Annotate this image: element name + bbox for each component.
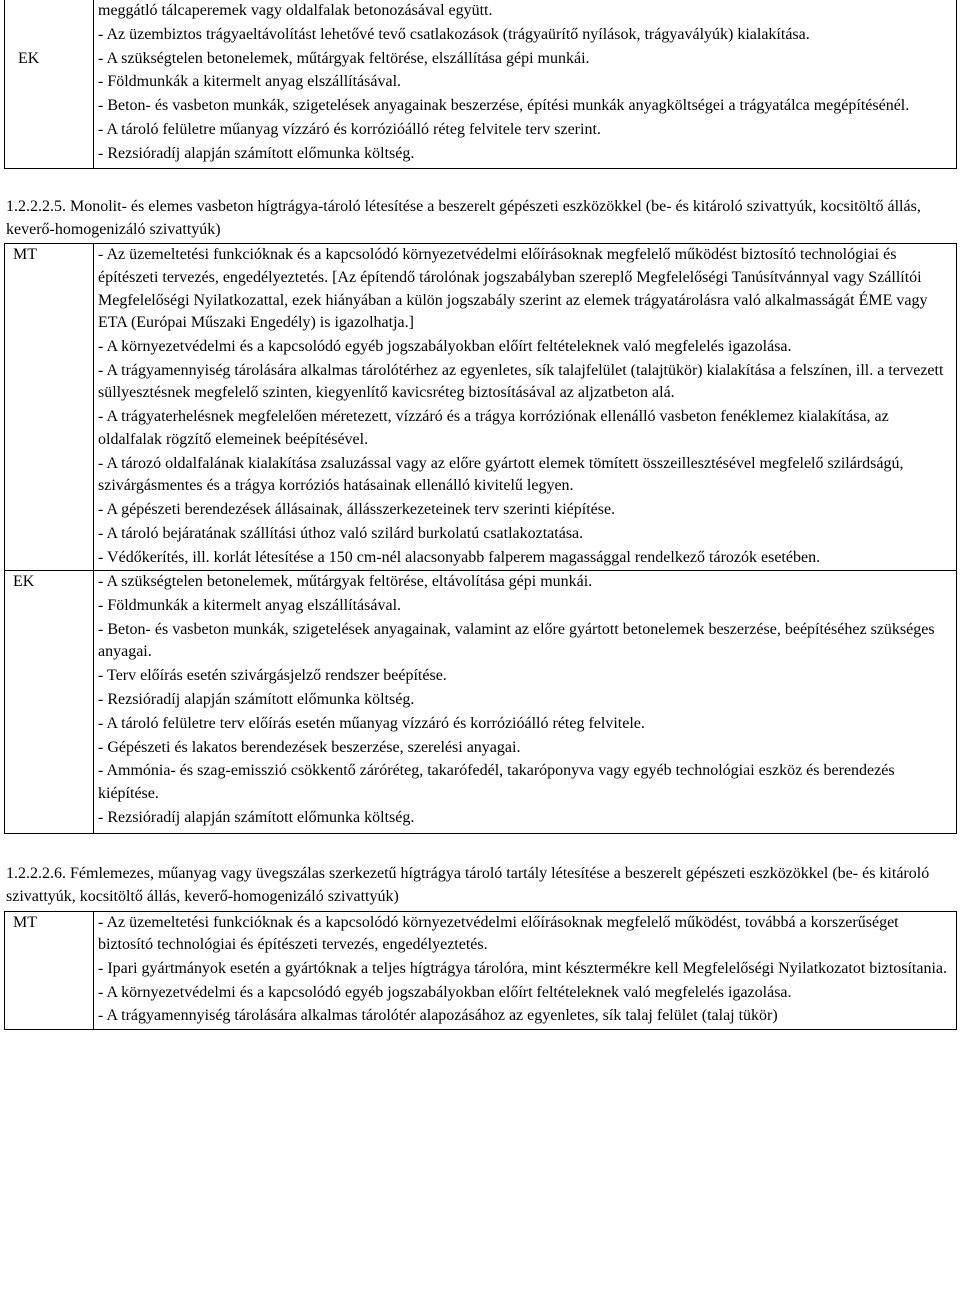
row-label-ek-wrap	[18, 48, 952, 71]
section-heading: 1.2.2.2.5. Monolit- és elemes vasbeton hígtrágya-tároló létesítése a beszerelt gépészeti eszközökkel (be- és kitároló szivattyúk, kocsitöltő állás, keverő-homogenizáló szivattyúk)	[6, 198, 921, 238]
list-item: - Az üzemeltetési funkcióknak és a kapcsolódó környezetvédelmi előírásoknak megfelelő működést biztosító technológiai és építészeti tervezés, engedélyeztetés. [Az építendő tárolónak jogszabályban szereplő Megfelelőségi Tanúsítvánnyal vagy Szállítói Megfelelőségi Nyilatkozattal, ezek hiányában a külön jogszabály szerint az elemek trágyatárolásra való alkalmasságát ÉME vagy ETA (Európai Műszaki Engedély) is igazolhatja.]	[98, 246, 928, 332]
table-row	[5, 571, 957, 834]
list-item: - A gépészeti berendezések állásainak, állásszerkezeteinek terv szerinti kiépítése.	[98, 500, 616, 518]
list-item: - Ammónia- és szag-emisszió csökkentő záróréteg, takarófedél, takaróponyva vagy egyéb technológiai eszköz és berendezés kiépítése.	[98, 762, 895, 802]
list-item: - A tározó oldalfalának kialakítása zsaluzással vagy az előre gyártott elemek tömített összeillesztésével megfelelő szilárdságú, szivárgásmentes és a trágya korróziós hatásainak ellenálló kivitelű legyen.	[98, 454, 904, 495]
section-spacer	[0, 834, 960, 863]
list-item: - Terv előírás esetén szivárgásjelző rendszer beépítése.	[98, 667, 447, 685]
list-item: - Az üzemeltetési funkcióknak és a kapcsolódó környezetvédelmi előírásoknak megfelelő működést, továbbá a korszerűséget biztosító technológiai és építészeti tervezés, engedélyeztetés.	[98, 913, 899, 954]
row-label: MT	[5, 911, 94, 1030]
list-item: - Rezsióradíj alapján számított előmunka költség.	[98, 144, 415, 162]
list-item: - Gépészeti és lakatos berendezések beszerzése, szerelési anyagai.	[98, 738, 521, 756]
list-item: - Ipari gyártmányok esetén a gyártóknak a teljes hígtrágya tárolóra, mint késztermékre kell Megfelelőségi Nyilatkozatot biztosítania.	[98, 959, 948, 977]
table-row	[5, 0, 957, 169]
list-item: meggátló tálcaperemek vagy oldalfalak betonozásával együtt.	[98, 2, 493, 19]
list-item: - Beton- és vasbeton munkák, szigetelések anyagainak, valamint az előre gyártott betonelemek beszerzése, beépítéséhez szükséges anyagai.	[98, 620, 935, 661]
list-item: - A trágyamennyiség tárolására alkalmas tárolótér alapozásához az egyenletes, sík talaj felület (talaj tükör)	[98, 1007, 778, 1025]
list-item: - A tároló felületre terv előírás esetén műanyag vízzáró és korrózióálló réteg felvitele.	[98, 714, 645, 732]
row-content	[18, 0, 957, 169]
list-item: - A tároló felületre műanyag vízzáró és korrózióálló réteg felvitele terv szerint.	[98, 120, 601, 138]
list-item: - A tároló bejáratának szállítási úthoz való szilárd burkolatú csatlakoztatása.	[98, 524, 584, 542]
requirements-table-top	[4, 0, 957, 169]
requirements-table-6	[4, 911, 957, 1031]
list-item: - Földmunkák a kitermelt anyag elszállításával.	[98, 73, 402, 91]
row-label: EK	[18, 49, 40, 67]
row-content	[94, 571, 957, 834]
row-content	[94, 244, 957, 571]
list-item: - A trágyamennyiség tárolására alkalmas tárolótérhez az egyenletes, sík talajfelület (talajtükör) kialakítása a felszínen, ill. a tervezett süllyesztésnek megfelelő szinten, kiegyenlítő kavicsréteg biztosításával az aljzatbeton alá.	[98, 361, 944, 402]
requirements-table-5	[4, 243, 957, 834]
table-row	[5, 911, 957, 1030]
row-label: MT	[5, 244, 94, 571]
list-item: - A szükségtelen betonelemek, műtárgyak feltörése, eltávolítása gépi munkái.	[98, 573, 593, 591]
row-label	[5, 0, 94, 169]
list-item: - Rezsióradíj alapján számított előmunka költség.	[98, 808, 415, 826]
table-row	[5, 244, 957, 571]
list-item: - Földmunkák a kitermelt anyag elszállításával.	[98, 597, 402, 615]
list-item: - Az üzembiztos trágyaeltávolítást lehetővé tevő csatlakozások (trágyaürítő nyílások, trágyavályúk) kialakítása.	[98, 25, 810, 43]
list-item: - Beton- és vasbeton munkák, szigetelések anyagainak beszerzése, építési munkák anyagköltségei a trágyatálca megépítésénél.	[98, 97, 910, 115]
list-item: - Védőkerítés, ill. korlát létesítése a 150 cm-nél alacsonyabb falperem magassággal rendelkező tározók esetében.	[98, 548, 821, 566]
row-label: EK	[5, 571, 94, 834]
section-spacer	[0, 169, 960, 196]
list-item: - A környezetvédelmi és a kapcsolódó egyéb jogszabályokban előírt feltételeknek való megfelelés igazolása.	[98, 338, 792, 356]
list-item: - Rezsióradíj alapján számított előmunka költség.	[98, 691, 415, 708]
list-item: - A trágyaterhelésnek megfelelően méretezett, vízzáró és a trágya korróziónak ellenálló vasbeton fenéklemez kialakítása, az oldalfalak rögzítő elemeinek beépítésével.	[98, 408, 889, 448]
section-heading: 1.2.2.2.6. Fémlemezes, műanyag vagy üvegszálas szerkezetű hígtrágya tároló tartály létesítése a beszerelt gépészeti eszközökkel (be- és kitároló szivattyúk, kocsitöltő állás, keverő-homogenizáló szivattyúk)	[6, 865, 930, 905]
row-content	[94, 911, 957, 1030]
list-item: - A szükségtelen betonelemek, műtárgyak feltörése, elszállítása gépi munkái.	[98, 49, 590, 67]
list-item: - A környezetvédelmi és a kapcsolódó egyéb jogszabályokban előírt feltételeknek való megfelelés igazolása.	[98, 983, 792, 1001]
